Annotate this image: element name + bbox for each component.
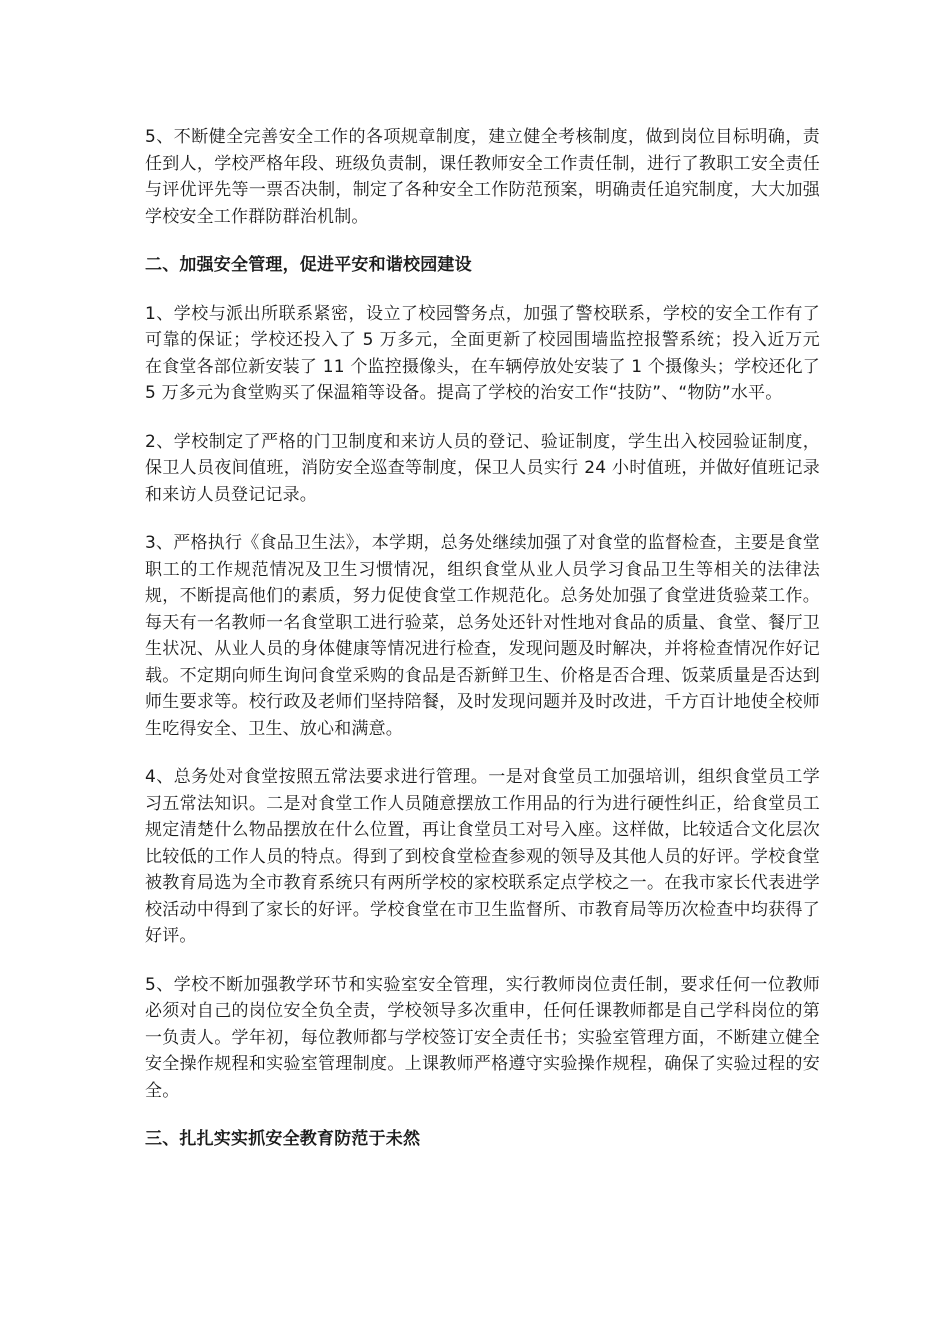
paragraph-item-5-rules: 5、不断健全完善安全工作的各项规章制度，建立健全考核制度，做到岗位目标明确，责任到人，学校严格年段、班级负责制，课任教师安全工作责任制，进行了教职工安全责任与评优评先等一票否决制，制定了各种安全工作防范预案，明确责任追究制度，大大加强学校安全工作群防群治机制。 <box>145 127 820 227</box>
section-heading-3: 三、扎扎实实抓安全教育防范于未然 <box>145 1129 421 1149</box>
paragraph-item-4-canteen: 4、总务处对食堂按照五常法要求进行管理。一是对食堂员工加强培训，组织食堂员工学习五常法知识。二是对食堂工作人员随意摆放工作用品的行为进行硬性纠正，给食堂员工规定清楚什么物品摆放在什么位置，再让食堂员工对号入座。这样做，比较适合文化层次比较低的工作人员的特点。得到了到校食堂检查参观的领导及其他人员的好评。学校食堂被教育局选为全市教育系统只有两所学校的家校联系定点学校之一。在我市家长代表进学校活动中得到了家长的好评。学校食堂在市卫生监督所、市教育局等历次检查中均获得了好评。 <box>145 767 820 946</box>
paragraph-item-3-food: 3、严格执行《食品卫生法》，本学期，总务处继续加强了对食堂的监督检查，主要是食堂职工的工作规范情况及卫生习惯情况，组织食堂从业人员学习食品卫生等相关的法律法规，不断提高他们的素质，努力促使食堂工作规范化。总务处加强了食堂进货验菜工作。每天有一名教师一名食堂职工进行验菜，总务处还针对性地对食品的质量、食堂、餐厅卫生状况、从业人员的身体健康等情况进行检查，发现问题及时解决，并将检查情况作好记载。不定期向师生询问食堂采购的食品是否新鲜卫生、价格是否合理、饭菜质量是否达到师生要求等。校行政及老师们坚持陪餐，及时发现问题并及时改进，千方百计地使全校师生吃得安全、卫生、放心和满意。 <box>145 533 820 739</box>
section-heading-2: 二、加强安全管理，促进平安和谐校园建设 <box>145 255 472 275</box>
paragraph-item-2-gate: 2、学校制定了严格的门卫制度和来访人员的登记、验证制度，学生出入校园验证制度，保卫人员夜间值班，消防安全巡查等制度，保卫人员实行 24 小时值班，并做好值班记录和来访人员登记记录。 <box>145 431 820 505</box>
paragraph-item-5-lab: 5、学校不断加强教学环节和实验室安全管理，实行教师岗位责任制，要求任何一位教师必须对自己的岗位安全负全责，学校领导多次重申，任何任课教师都是自己学科岗位的第一负责人。学年初，每位教师都与学校签订安全责任书；实验室管理方面，不断建立健全安全操作规程和实验室管理制度。上课教师严格遵守实验操作规程，确保了实验过程的安全。 <box>145 974 820 1101</box>
document-body <box>145 124 820 1175</box>
paragraph-item-1-police: 1、学校与派出所联系紧密，设立了校园警务点，加强了警校联系，学校的安全工作有了可靠的保证；学校还投入了 5 万多元，全面更新了校园围墙监控报警系统；投入近万元在食堂各部位新安装了 11 个监控摄像头，在车辆停放处安装了 1 个摄像头；学校还化了 5 万多元为食堂购买了保温箱等设备。提高了学校的治安工作“技防”、“物防”水平。 <box>145 303 820 403</box>
